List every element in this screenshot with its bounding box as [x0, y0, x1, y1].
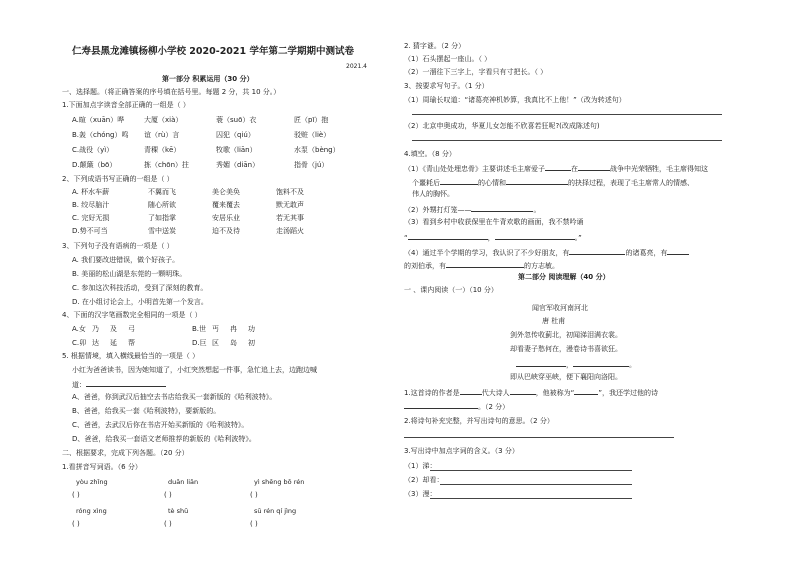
- q2-row-b: B. 绞尽脑汁 随心所欲 覆来覆去 默无敢声: [72, 201, 304, 209]
- q1-row-a: A.暄（xuān）哗 大厦（xià） 蓑（suō）衣 匠（pī）抱: [72, 116, 329, 124]
- pq3-item-2: （2）却看：: [404, 476, 444, 484]
- q9-item-3: （3）看到乡村中收获保里在牛背欢歌的画面，我不禁吟诵: [404, 218, 584, 226]
- q3-opt-b: B. 美丽的松山湖是东莞的一颗明珠。: [72, 270, 187, 278]
- q9-item-4-line-2: 的刘伯承，有 的方志敏。: [404, 262, 559, 270]
- q5-stem: 5. 根据情境，填入横线最恰当的一项是（ ）: [62, 352, 200, 360]
- q1-row-c: C.战役（yì） 青稞（kē） 牧歌（liān） 水泵（bèng）: [72, 146, 340, 154]
- q2-stem: 2、下列成语书写正确的一组是（ ）: [62, 175, 174, 183]
- q9-item-3-blanks: “ ， 。”: [404, 234, 582, 242]
- q5-opt-b: B、爸爸，给我买一套《哈利波特》，要新版的。: [72, 407, 221, 415]
- paren-row-1: ( ) ( ) ( ): [72, 491, 258, 499]
- pq1-question: 1.这首诗的作者是 代大诗人 ，他被称为“ ”，我还学过他的诗: [404, 389, 658, 397]
- q2-row-a: A. 杯水车薪 不翼而飞 美仑美奂 饱料不及: [72, 188, 304, 196]
- q3-opt-c: C. 参加这次科技活动，受到了深刻的教育。: [72, 284, 208, 292]
- pq2-answer-line[interactable]: [404, 437, 674, 438]
- pq3-stem: 3.写出诗中加点字词的含义。（3 分）: [404, 447, 519, 455]
- part1-heading: 第一部分 积累运用（30 分）: [162, 75, 254, 83]
- q8-item-1: （1）周瑜长叹道：“诸葛亮神机妙算，我真比不上他！”（改为转述句）: [404, 96, 626, 104]
- q5-opt-a: A、爸爸，你到武汉后抽空去书店给我买一套新版的《哈利波特》。: [72, 393, 277, 401]
- q1-row-d: D.颠簸（bō） 拣（chōn）拄 秀媚（diān） 指骨（jú）: [72, 161, 329, 169]
- q7-riddle-1: （1）石头摆起一座山。（ ）: [404, 55, 492, 63]
- paren-row-2: ( ) ( ) ( ): [72, 520, 258, 528]
- q5-answer-blank: [86, 379, 166, 387]
- q2-row-d: D.势不可当 雪中送炭 迫不及待 走汤蹈火: [72, 227, 304, 235]
- exam-title: 仁寿县黑龙滩镇杨柳小学校 2020-2021 学年第二学期期中测试卷: [72, 46, 354, 57]
- q5-context: 小红为爸爸读书，因为她知道了，小红突然想起一件事，急忙追上去，边跑边喊: [72, 366, 317, 374]
- section2-heading: 二、根据要求，完成下列各题。（20 分）: [62, 449, 189, 457]
- q4-stem: 4、下面的汉字笔画数完全相同的一项是（ ）: [62, 311, 202, 319]
- q7-riddle-2: （2）一溜往下三字上，字看只有寸把长。（ ）: [404, 68, 548, 76]
- q9-item-1: （1）《青山处处埋忠骨》主要讲述毛主席爱子 在 战争中光荣牺牲，毛主席得知这: [404, 165, 708, 173]
- q1-row-b: B.轰（chóng）鸣 谊（rù）言 囚犯（qiú） 驳赃（liè）: [72, 131, 331, 139]
- q2-row-c: C. 完好无损 了如指掌 安居乐业 若无其事: [72, 214, 304, 222]
- q9-item-1-line-2: 个噩耗后 的心情和 的抉择过程，表现了毛主席常人的情感、: [412, 179, 694, 187]
- q8-stem: 3、按要求写句子。（1 分）: [404, 82, 489, 90]
- q9-item-4: （4）通过半个学期的学习，我认识了不少好朋友，有 的诸葛亮，有: [404, 247, 689, 258]
- q3-opt-a: A. 我们要改进错误，做个好孩子。: [72, 256, 180, 264]
- q5-opt-c: C、爸爸，去武汉后你在书店开始买新版的《哈利波特》。: [72, 421, 249, 429]
- q8-answer-line-2[interactable]: [412, 140, 722, 141]
- pq3-item-1: （1）涕：: [404, 462, 437, 470]
- right-column: [404, 0, 734, 562]
- section1-heading: 一、选择题。（将正确答案的序号填在括号里。每题 2 分，共 10 分。）: [62, 88, 281, 96]
- poem-line-1: 剑外忽传收蓟北，初闻涕泪满衣裳。: [510, 331, 622, 339]
- q9-stem: 4.填空。（8 分）: [404, 150, 456, 158]
- q5-context-2: 道：: [72, 379, 166, 390]
- q1-stem: 1.下面加点字读音全部正确的一组是（ ）: [62, 101, 190, 109]
- q3-stem: 3、下列句子没有语病的一项是（ ）: [62, 242, 174, 250]
- poem-line-2: 却看妻子愁何在，漫卷诗书喜欲狂。: [510, 345, 622, 353]
- poem-title: 闻官军收河南河北: [532, 304, 588, 312]
- pq2-question: 2.将诗句补充完整，并写出诗句的意思。（2 分）: [404, 417, 554, 425]
- q5-opt-d: D、爸爸，给我买一套语文老师推荐的新版的《哈利波特》。: [72, 435, 256, 443]
- pq3-answer-line-3[interactable]: [430, 498, 632, 499]
- pq1-question-line-2: 。（2 分）: [404, 401, 509, 412]
- pinyin-row-2: róng xìng tè shū sū rén qí jìng: [76, 507, 297, 515]
- section3-heading: 一 、课内阅读（一）（10 分）: [404, 286, 498, 294]
- poem-author: 唐 杜甫: [542, 317, 566, 325]
- poem-line-3-blanks: ， 。: [516, 359, 636, 370]
- poem-line-4: 即从巴峡穿巫峡，便下襄阳向洛阳。: [510, 373, 622, 381]
- pq3-answer-line-2[interactable]: [440, 484, 632, 485]
- q4-row-2: C.卯 达 延 帮 D.巨 区 岛 初: [72, 339, 255, 347]
- q9-item-1-line-3: 伟人的胸怀。: [412, 190, 454, 198]
- q3-opt-d: D. 在小组讨论会上，小明首先第一个发言。: [72, 298, 208, 306]
- left-column: [62, 0, 392, 562]
- q8-item-2: （2）北京申奥成功，华夏儿女怎能不欣喜若狂呢?(改成陈述句): [404, 122, 600, 130]
- q9-item-2: （2）外甥打灯笼—— 。: [404, 206, 541, 214]
- pq3-item-3: （3）漫：: [404, 490, 437, 498]
- q4-row-1: A.女 乃 及 弓 B.世 丐 冉 功: [72, 325, 255, 333]
- q8-answer-line-1[interactable]: [412, 114, 722, 115]
- q6-stem: 1.看拼音写词语。（6 分）: [62, 463, 142, 471]
- exam-date: 2021.4: [346, 63, 367, 70]
- q7-stem: 2. 猜字谜。（2 分）: [404, 42, 466, 50]
- part2-heading: 第二部分 阅读理解（40 分）: [518, 273, 610, 281]
- pq3-answer-line-1[interactable]: [430, 470, 632, 471]
- pinyin-row-1: yòu zhǐng duān liān yì shēng bō rén: [76, 478, 305, 486]
